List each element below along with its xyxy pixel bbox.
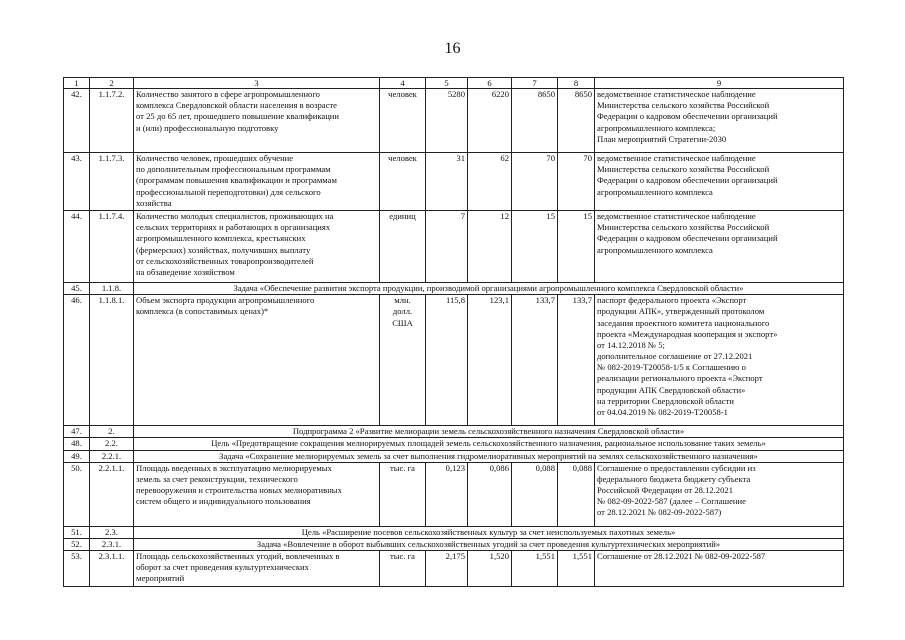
value-col8: 133,7 [558, 295, 595, 426]
row-number: 51. [64, 526, 90, 538]
source: паспорт федерального проекта «Экспорт продукции АПК», утвержденный протоколом заседания проектного комитета национального проекта «Международная кооперация и экспорт» от 14.12.2018 № 5; дополнительное соглашение от 27.12.2021 № 082-2019-Т20058-1/5 к Соглашению о реализации регионального проекта «Экспорт продукции АПК Свердловской области» на территории Свердловской области от 04.04.2019 № 082-2019-Т20058-1 [595, 295, 844, 426]
section-row [64, 526, 844, 538]
row-code: 1.1.7.2. [90, 89, 134, 153]
indicator-name: Количество человек, прошедших обучение по дополнительным профессиональным программам (программам повышения квалификации и программам профессиональной переподготовки) для сельского хозяйства [134, 153, 380, 211]
unit: млн. долл. США [380, 295, 426, 426]
section-title: Цель «Предотвращение сокращения мелиорируемых площадей земель сельскохозяйственного назначения, рациональное использование таких земель» [134, 438, 844, 450]
column-number-8: 8 [558, 78, 595, 89]
table-row [64, 295, 844, 426]
row-number: 42. [64, 89, 90, 153]
unit: человек [380, 89, 426, 153]
value-col5: 2,175 [426, 551, 468, 587]
value-col7: 70 [512, 153, 558, 211]
section-row [64, 426, 844, 438]
row-number: 43. [64, 153, 90, 211]
value-col5: 0,123 [426, 462, 468, 526]
table-row [64, 153, 844, 211]
column-number-row [64, 78, 844, 89]
value-col8: 1,551 [558, 551, 595, 587]
column-number-1: 1 [64, 78, 90, 89]
unit: единиц [380, 211, 426, 283]
source: ведомственное статистическое наблюдение Министерства сельского хозяйства Российской Федерации о кадровом обеспечении организаций агропромышленного комплекса [595, 211, 844, 283]
section-title: Задача «Обеспечение развития экспорта продукции, производимой организациями агропромышленного комплекса Свердловской области» [134, 283, 844, 295]
row-number: 52. [64, 538, 90, 550]
row-number: 50. [64, 462, 90, 526]
row-code: 2.3. [90, 526, 134, 538]
indicator-name: Площадь введенных в эксплуатацию мелиорируемых земель за счет реконструкции, технического перевооружения и строительства новых мелиоративных систем общего и индивидуального пользования [134, 462, 380, 526]
value-col6: 12 [468, 211, 512, 283]
indicator-name: Площадь сельскохозяйственных угодий, вовлеченных в оборот за счет проведения культуртехнических мероприятий [134, 551, 380, 587]
value-col6: 0,086 [468, 462, 512, 526]
source: ведомственное статистическое наблюдение Министерства сельского хозяйства Российской Федерации о кадровом обеспечении организаций агропромышленного комплекса [595, 153, 844, 211]
row-code: 1.1.8. [90, 283, 134, 295]
column-number-9: 9 [595, 78, 844, 89]
row-code: 2. [90, 426, 134, 438]
row-code: 1.1.7.4. [90, 211, 134, 283]
section-row [64, 283, 844, 295]
value-col7: 1,551 [512, 551, 558, 587]
value-col8: 15 [558, 211, 595, 283]
page-number: 16 [444, 40, 461, 57]
unit: человек [380, 153, 426, 211]
table-row [64, 462, 844, 526]
row-code: 2.3.1. [90, 538, 134, 550]
indicator-name: Объем экспорта продукции агропромышленного комплекса (в сопоставимых ценах)* [134, 295, 380, 426]
row-number: 48. [64, 438, 90, 450]
indicators-table [63, 77, 844, 587]
value-col5: 7 [426, 211, 468, 283]
section-row [64, 438, 844, 450]
value-col7: 8650 [512, 89, 558, 153]
section-row [64, 450, 844, 462]
source: ведомственное статистическое наблюдение Министерства сельского хозяйства Российской Федерации о кадровом обеспечении организаций агропромышленного комплекса; План мероприятий Стратегии-2030 [595, 89, 844, 153]
table-row [64, 551, 844, 587]
section-title: Подпрограмма 2 «Развитие мелиорации земель сельскохозяйственного назначения Свердловской области» [134, 426, 844, 438]
row-number: 44. [64, 211, 90, 283]
value-col7: 15 [512, 211, 558, 283]
value-col6: 62 [468, 153, 512, 211]
indicator-name: Количество занятого в сфере агропромышленного комплекса Свердловской области населения в возрасте от 25 до 65 лет, прошедшего повышение квалификации и (или) профессиональную подготовку [134, 89, 380, 153]
row-number: 45. [64, 283, 90, 295]
value-col5: 5280 [426, 89, 468, 153]
row-code: 2.2.1.1. [90, 462, 134, 526]
value-col8: 0,088 [558, 462, 595, 526]
value-col6: 6220 [468, 89, 512, 153]
section-row [64, 538, 844, 550]
column-number-2: 2 [90, 78, 134, 89]
table-row [64, 211, 844, 283]
value-col5: 31 [426, 153, 468, 211]
value-col8: 70 [558, 153, 595, 211]
row-number: 47. [64, 426, 90, 438]
source: Соглашение о предоставлении субсидии из федерального бюджета бюджету субъекта Российской Федерации от 28.12.2021 № 082-09-2022-587 (далее – Соглашение от 28.12.2021 № 082-09-2022-587) [595, 462, 844, 526]
unit: тыс. га [380, 551, 426, 587]
row-number: 49. [64, 450, 90, 462]
section-title: Задача «Вовлечение в оборот выбывших сельскохозяйственных угодий за счет проведения культуртехнических мероприятий» [134, 538, 844, 550]
value-col7: 0,088 [512, 462, 558, 526]
row-code: 1.1.8.1. [90, 295, 134, 426]
value-col6: 1,520 [468, 551, 512, 587]
value-col8: 8650 [558, 89, 595, 153]
table-row [64, 89, 844, 153]
value-col7: 133,7 [512, 295, 558, 426]
column-number-5: 5 [426, 78, 468, 89]
unit: тыс. га [380, 462, 426, 526]
column-number-6: 6 [468, 78, 512, 89]
column-number-3: 3 [134, 78, 380, 89]
source: Соглашение от 28.12.2021 № 082-09-2022-587 [595, 551, 844, 587]
section-title: Задача «Сохранение мелиорируемых земель за счет выполнения гидромелиоративных мероприятий на землях сельскохозяйственного назначения» [134, 450, 844, 462]
section-title: Цель «Расширение посевов сельскохозяйственных культур за счет неиспользуемых пахотных земель» [134, 526, 844, 538]
column-number-4: 4 [380, 78, 426, 89]
row-code: 2.3.1.1. [90, 551, 134, 587]
value-col5: 115,8 [426, 295, 468, 426]
row-code: 2.2.1. [90, 450, 134, 462]
row-number: 46. [64, 295, 90, 426]
row-code: 1.1.7.3. [90, 153, 134, 211]
row-code: 2.2. [90, 438, 134, 450]
indicator-name: Количество молодых специалистов, проживающих на сельских территориях и работающих в организациях агропромышленного комплекса, крестьянских (фермерских) хозяйствах, получивших выплату от сельскохозяйственных товаропроизводителей на обзаведение хозяйством [134, 211, 380, 283]
row-number: 53. [64, 551, 90, 587]
value-col6: 123,1 [468, 295, 512, 426]
column-number-7: 7 [512, 78, 558, 89]
